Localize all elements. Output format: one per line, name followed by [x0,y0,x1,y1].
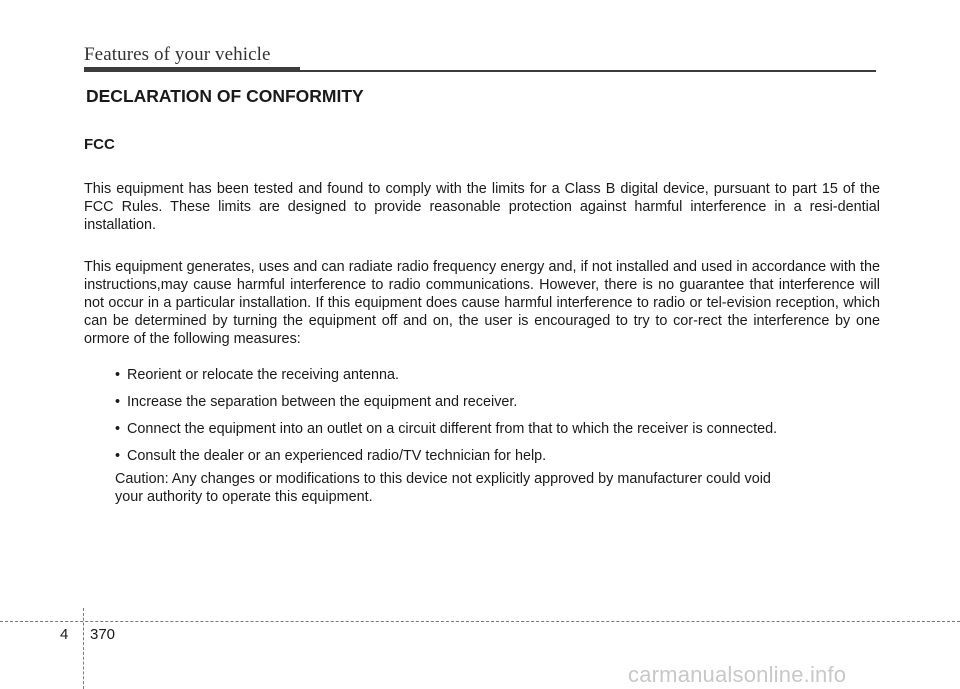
list-item [115,393,777,411]
list-item-text: Connect the equipment into an outlet on a circuit different from that to which the receiver is connected. [127,421,778,437]
caution-note [115,470,835,506]
bullet-icon: • [115,394,121,410]
header-title: Features of your vehicle [84,44,271,65]
footer-vertical-rule [83,608,84,689]
page-number: 370 [90,626,116,643]
list-item [115,447,777,465]
chapter-number: 4 [60,626,69,643]
list-item [115,420,777,438]
caution-line-2: your authority to operate this equipment. [115,489,373,505]
footer-rule [0,621,960,622]
subsection-title: FCC [84,136,115,153]
header-rule-thin [300,70,876,72]
paragraph-interference: This equipment generates, uses and can radiate radio frequency energy and, if not installed and used in accordance with the instructions,may cause harmful interference to radio communications. However, there is no guarantee that interference will not occur in a particular installation. If this equipment does cause harmful interference to radio or tel-evision reception, which can be determined by turning the equipment off and on, the user is encouraged to try to cor-rect the interference by one ormore of the following measures: [84,259,880,347]
list-item-text: Consult the dealer or an experienced radio/TV technician for help. [127,448,547,464]
list-item-text: Increase the separation between the equipment and receiver. [127,394,518,410]
list-item [115,366,777,384]
watermark: carmanualsonline.info [628,662,847,687]
caution-line-1: Caution: Any changes or modifications to this device not explicitly approved by manufacturer could void [115,471,771,487]
bullet-icon: • [115,367,121,383]
measures-list [115,366,777,474]
paragraph-fcc-compliance: This equipment has been tested and found to comply with the limits for a Class B digital device, pursuant to part 15 of the FCC Rules. These limits are designed to provide reasonable protection against harmful interference in a resi-dential installation. [84,181,880,233]
bullet-icon: • [115,421,121,437]
list-item-text: Reorient or relocate the receiving antenna. [127,367,399,383]
section-title: DECLARATION OF CONFORMITY [86,86,364,106]
bullet-icon: • [115,448,121,464]
header-rule-thick [84,67,300,72]
